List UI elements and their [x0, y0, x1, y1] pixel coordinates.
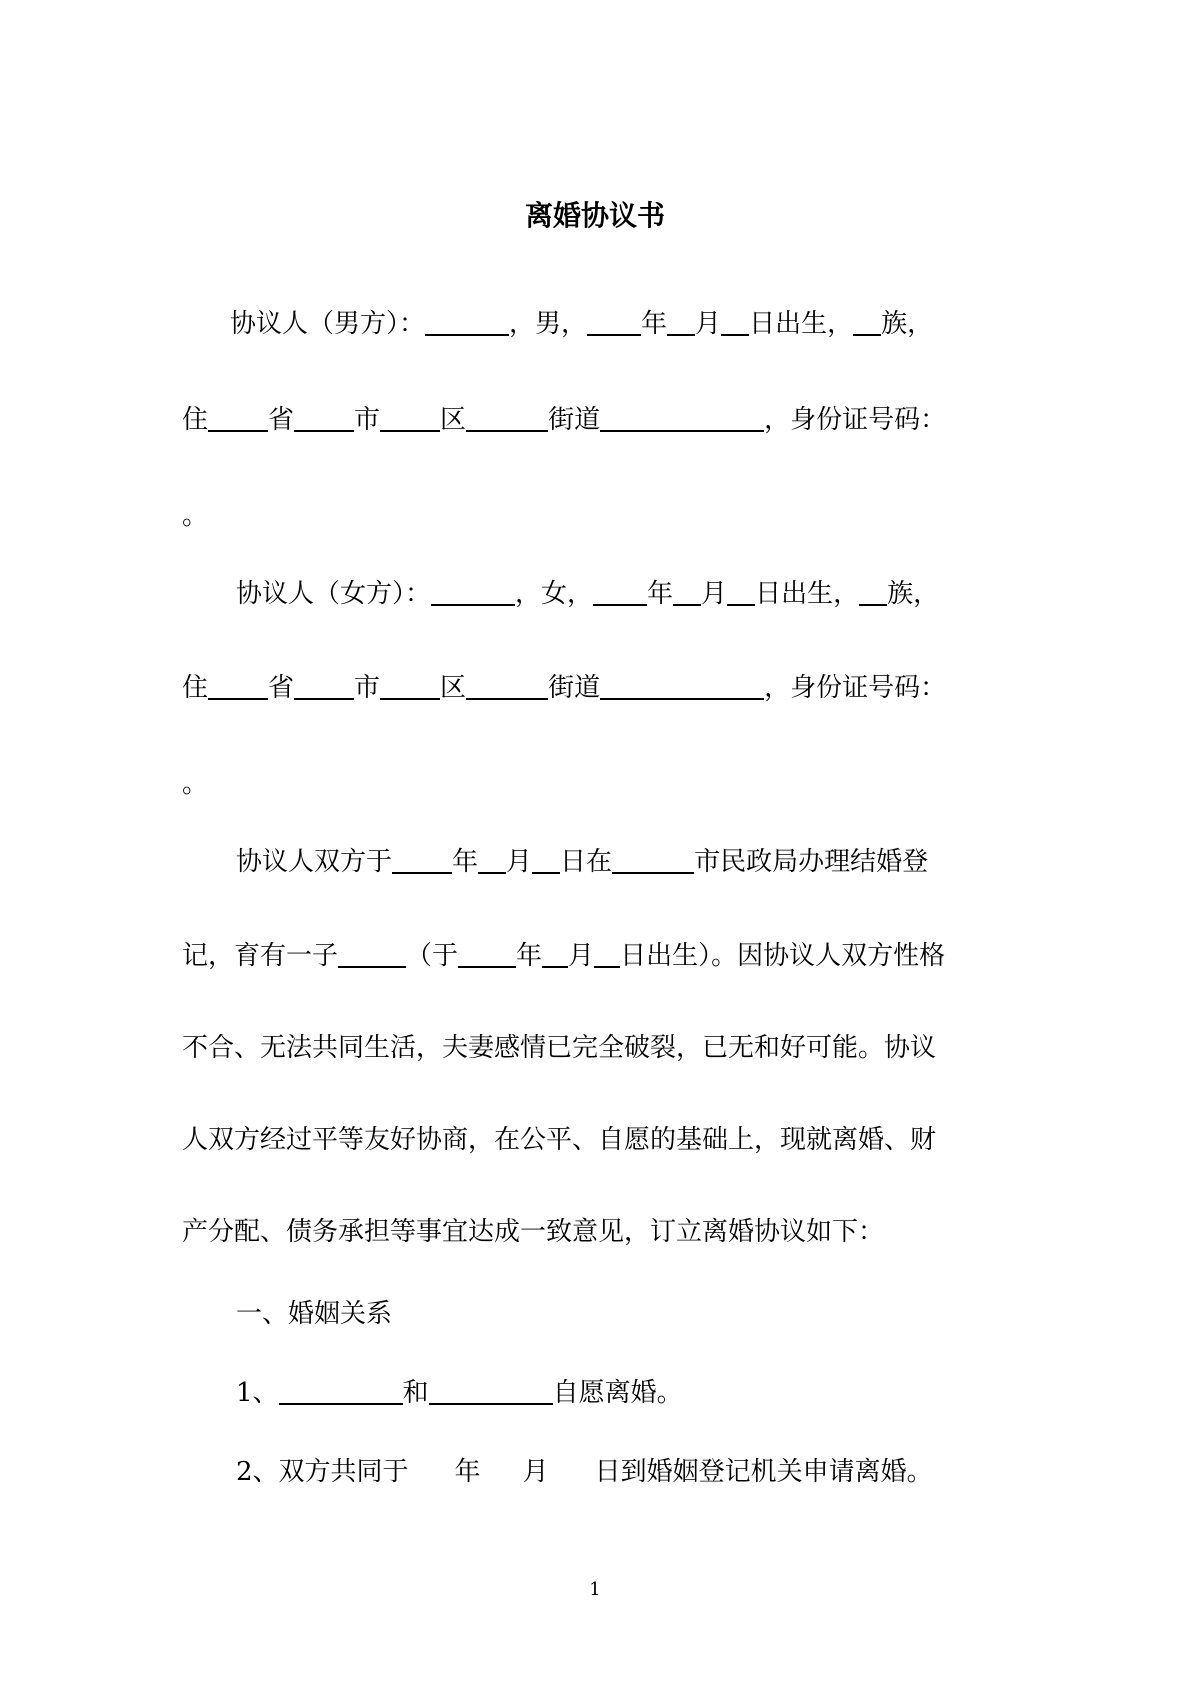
month-label: 月	[522, 1457, 549, 1487]
province-label: 省	[268, 405, 295, 435]
year-label: 年	[454, 1457, 481, 1487]
child-birth-day-blank	[594, 940, 620, 968]
female-birth-day-blank	[727, 578, 755, 606]
preamble-text: （于	[406, 941, 459, 971]
male-party-line-2	[182, 402, 946, 438]
ethnic-label: 族，	[887, 579, 940, 609]
year-label: 年	[647, 579, 674, 609]
male-district-blank	[380, 404, 440, 432]
male-city-blank	[294, 404, 354, 432]
city-label: 市	[354, 673, 381, 703]
document-title: 离婚协议书	[524, 199, 665, 232]
party-b-name-blank	[429, 1377, 553, 1405]
female-city-blank	[294, 672, 354, 700]
district-label: 区	[440, 673, 467, 703]
male-party-line-1	[230, 306, 933, 342]
male-birth-day-blank	[721, 308, 749, 336]
address-label: 住	[182, 673, 209, 703]
section-heading-marriage: 一、婚姻关系	[236, 1299, 393, 1329]
item-text: 2、双方共同于	[236, 1457, 409, 1487]
male-ethnic-blank	[853, 308, 881, 336]
child-birth-month-blank	[542, 940, 568, 968]
birth-label: 日出生，	[749, 309, 854, 339]
district-label: 区	[440, 405, 467, 435]
id-number-label: ，身份证号码：	[764, 673, 947, 703]
section1-item-2	[236, 1454, 933, 1490]
male-street-blank	[466, 404, 548, 432]
year-label: 年	[641, 309, 668, 339]
preamble-line-5: 产分配、债务承担等事宜达成一致意见，订立离婚协议如下：	[182, 1217, 885, 1247]
preamble-text: 市民政局办理结婚登	[694, 847, 929, 877]
female-street-blank	[466, 672, 548, 700]
preamble-text: 日出生）。因协议人双方性格	[620, 941, 946, 971]
marriage-day-blank	[532, 846, 560, 874]
female-party-label: 协议人（女方）：	[236, 579, 432, 609]
party-a-name-blank	[279, 1377, 403, 1405]
male-birth-month-blank	[667, 308, 695, 336]
section1-item-1	[236, 1375, 683, 1411]
female-district-blank	[380, 672, 440, 700]
birth-label: 日出生，	[755, 579, 860, 609]
id-number-label: ，身份证号码：	[764, 405, 947, 435]
male-province-blank	[208, 404, 268, 432]
preamble-line-1	[236, 844, 928, 880]
child-name-blank	[338, 940, 406, 968]
street-label: 街道	[548, 405, 601, 435]
male-name-blank	[425, 308, 509, 336]
preamble-line-4: 人双方经过平等友好协商，在公平、自愿的基础上，现就离婚、财	[182, 1125, 937, 1155]
female-party-line-2	[182, 670, 946, 706]
child-birth-year-blank	[458, 940, 516, 968]
preamble-line-3: 不合、无法共同生活，夫妻感情已完全破裂，已无和好可能。协议	[182, 1033, 937, 1063]
province-label: 省	[268, 673, 295, 703]
city-label: 市	[354, 405, 381, 435]
month-label: 月	[568, 941, 595, 971]
conjunction-text: 和	[402, 1378, 429, 1408]
male-party-label: 协议人（男方）：	[230, 309, 426, 339]
item-number: 1、	[236, 1378, 279, 1408]
female-party-line-3	[182, 766, 208, 802]
ethnic-label: 族，	[881, 309, 934, 339]
item-text: 日到婚姻登记机关申请离婚。	[594, 1457, 933, 1487]
preamble-line-2	[182, 938, 945, 974]
marriage-year-blank	[392, 846, 452, 874]
female-ethnic-blank	[859, 578, 887, 606]
month-label: 月	[506, 847, 533, 877]
month-label: 月	[695, 309, 722, 339]
month-label: 月	[701, 579, 728, 609]
male-birth-year-blank	[587, 308, 641, 336]
male-sex-text: ，男，	[509, 309, 588, 339]
female-party-line-1	[236, 576, 939, 612]
female-province-blank	[208, 672, 268, 700]
period-mark: 。	[182, 501, 209, 531]
year-label: 年	[516, 941, 543, 971]
address-label: 住	[182, 405, 209, 435]
preamble-text: 日在	[560, 847, 613, 877]
year-label: 年	[452, 847, 479, 877]
female-sex-text: ，女，	[515, 579, 594, 609]
street-label: 街道	[548, 673, 601, 703]
period-mark: 。	[182, 769, 209, 799]
item-text: 自愿离婚。	[552, 1378, 683, 1408]
female-name-blank	[431, 578, 515, 606]
male-party-line-3	[182, 498, 208, 534]
female-birth-year-blank	[593, 578, 647, 606]
marriage-city-blank	[612, 846, 694, 874]
marriage-month-blank	[478, 846, 506, 874]
male-street-detail-blank	[600, 404, 764, 432]
female-birth-month-blank	[673, 578, 701, 606]
preamble-text: 记，育有一子	[182, 941, 339, 971]
preamble-text: 协议人双方于	[236, 847, 393, 877]
page-number: 1	[589, 1579, 601, 1600]
female-street-detail-blank	[600, 672, 764, 700]
